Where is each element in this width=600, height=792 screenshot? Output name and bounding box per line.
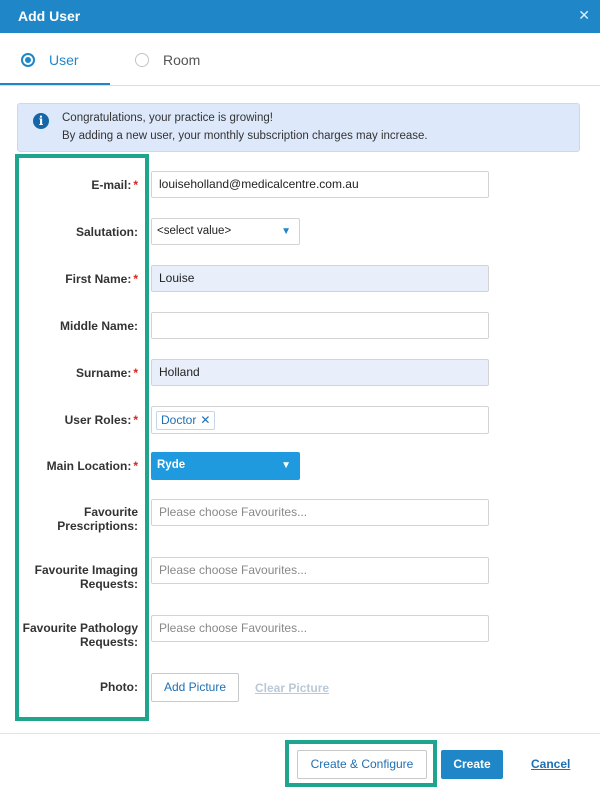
create-button[interactable]: Create <box>441 750 503 779</box>
surname-label: Surname: * <box>75 366 138 380</box>
main-location-value: Ryde <box>157 459 186 471</box>
radio-user[interactable] <box>21 53 35 67</box>
tab-room[interactable] <box>135 52 200 68</box>
cancel-link[interactable]: Cancel <box>531 757 571 771</box>
chevron-down-icon: ▼ <box>281 460 291 471</box>
close-icon[interactable]: ✕ <box>578 7 590 23</box>
fav-prescriptions-label: Favourite Prescriptions: <box>57 505 138 533</box>
remove-chip-icon[interactable]: ✕ <box>200 413 211 427</box>
dialog-titlebar <box>0 0 600 33</box>
email-field[interactable]: louiseholland@medicalcentre.com.au <box>151 171 489 198</box>
middle-name-field[interactable] <box>151 312 489 339</box>
surname-field[interactable]: Holland <box>151 359 489 386</box>
clear-picture-link[interactable]: Clear Picture <box>255 681 330 695</box>
first-name-field[interactable]: Louise <box>151 265 489 292</box>
info-banner <box>17 103 580 152</box>
middle-name-label: Middle Name: <box>59 319 138 333</box>
tab-room-label: Room <box>163 52 201 68</box>
photo-label: Photo: <box>100 680 138 694</box>
salutation-value: <select value> <box>157 225 232 237</box>
salutation-select[interactable] <box>151 218 300 245</box>
tab-user[interactable] <box>21 52 79 68</box>
fav-pathology-label: Favourite Pathology Requests: <box>22 621 138 649</box>
user-roles-label: User Roles: * <box>64 413 138 427</box>
fav-pathology-input[interactable]: Please choose Favourites... <box>151 615 489 642</box>
salutation-label: Salutation: <box>76 225 138 239</box>
email-label: E-mail: * <box>91 178 138 192</box>
info-line-1: Congratulations, your practice is growing! <box>62 112 273 124</box>
first-name-label: First Name: * <box>65 272 138 286</box>
main-location-select[interactable] <box>151 452 300 480</box>
info-line-2: By adding a new user, your monthly subscription charges may increase. <box>62 130 428 142</box>
fav-imaging-label: Favourite Imaging Requests: <box>34 563 138 591</box>
user-type-tabs <box>0 40 600 86</box>
main-location-label: Main Location: * <box>46 459 138 473</box>
tab-user-label: User <box>49 52 79 68</box>
fav-prescriptions-input[interactable]: Please choose Favourites... <box>151 499 489 526</box>
role-chip-doctor: Doctor ✕ <box>156 411 215 430</box>
radio-room[interactable] <box>135 53 149 67</box>
create-configure-button[interactable]: Create & Configure <box>297 750 427 779</box>
fav-imaging-input[interactable]: Please choose Favourites... <box>151 557 489 584</box>
tab-active-indicator <box>0 83 110 85</box>
footer-divider <box>0 733 600 734</box>
chevron-down-icon: ▼ <box>281 226 291 237</box>
add-picture-button[interactable]: Add Picture <box>151 673 239 702</box>
dialog-title: Add User <box>18 8 81 24</box>
user-roles-field[interactable] <box>151 406 489 434</box>
info-icon: i <box>33 113 49 129</box>
